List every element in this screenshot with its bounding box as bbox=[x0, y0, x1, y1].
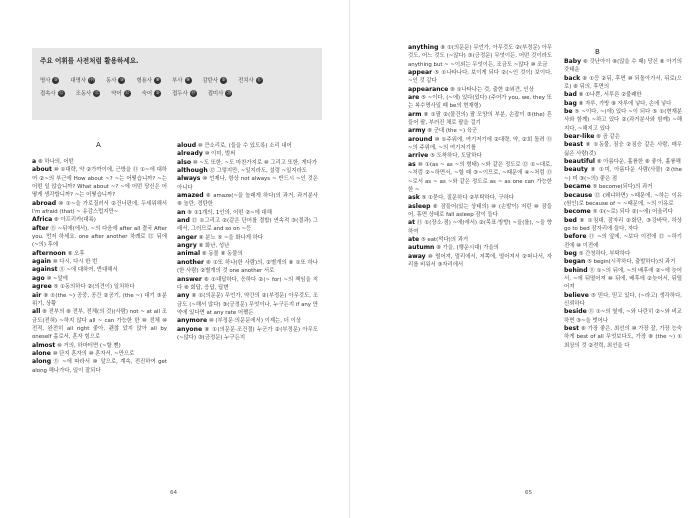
legend-abbr: ⑤ bbox=[155, 90, 160, 96]
definition: ⑪ ①~의 뒤에, ~의 배후에 ②~에 늦어서, ~에 뒤떨어져 ⑩ 뒤에, 배후에 ②늦어서, 뒤떨어져 bbox=[564, 267, 683, 291]
headword: bear-like bbox=[564, 133, 595, 141]
dictionary-entry bbox=[408, 44, 552, 69]
headword: after bbox=[32, 224, 49, 232]
headword: bad bbox=[564, 91, 577, 99]
definition: ⑫ ①그리고 ②(같은 단어를 결합) 연속적 ③(결과) 그래서, 그러므로 and so on ~등 bbox=[177, 218, 318, 233]
headword: animal bbox=[177, 250, 201, 258]
definition: ⑧ ①등 ②뒤, 후면 ⑩ 되돌아가서, 뒤로(으로) ⑧ 뒤의, 후면의 bbox=[564, 75, 682, 91]
headword: became bbox=[564, 183, 591, 191]
definition: ⑩ 다시, 다시 한 번 bbox=[51, 259, 98, 266]
page-number-left: 64 bbox=[170, 490, 178, 496]
headword: again bbox=[32, 258, 52, 266]
dictionary-entry bbox=[564, 58, 682, 75]
headword: beast bbox=[564, 141, 584, 149]
dictionary-entry bbox=[408, 136, 552, 153]
definition: ⑤ become(되다)의 과거 bbox=[590, 184, 653, 191]
legend-mark: 감탄사 bbox=[202, 78, 219, 84]
headword: around bbox=[408, 135, 433, 143]
headword: as bbox=[408, 160, 416, 168]
headword: alone bbox=[32, 349, 51, 357]
definition: ⑧ 전부의 ⑧ 전부, 전체(의 것)(사람) not ~ at all 조금도(전혀) ~하지 않다 all ~ can 가능한 한 ⑩ 전체 ⑩ 전적, 완전히 all right 좋아, 괜찮 았지 앉아 all by oneself 홀로서, 혼자 힘으로 bbox=[32, 309, 167, 341]
definition: ⑧ 아프리카(대륙) bbox=[52, 217, 96, 224]
definition: ⑪ ~의 앞에, ~보다 이전에 ⑫ ~하기 전에 ⑩ 이전에 bbox=[564, 234, 682, 249]
definition: ⑧ 잠들어(있는 상태의) ⑩ (손발이) 저린 ⑩ 잠들어, 휴면 상태로 fall asleep 잠이 들다 bbox=[408, 203, 552, 218]
dictionary-entry bbox=[408, 152, 552, 160]
definition: ⑧ ①대답하다, 응하다 ②(~ for) ~의 책임을 지다 ⑧ 회답, 응답, 답변 bbox=[177, 276, 318, 291]
definition: ⑧ ①(의문문) 무언가, 아무것도 ②(부정문) 아무것도, 어느 것도 (~않다) ③(긍정문) 무엇이든, 어떤 것이라도 anything but ~ ~이외는 무엇이든, 조금도 ~않다 ⑩ 조금 bbox=[408, 45, 552, 68]
legend-mark: 대명사 bbox=[70, 78, 87, 84]
definition: ⑧ ①미, 아름다운 사람(사물) ②(the ~) 미 ③(~의) 좋은 점 bbox=[564, 167, 682, 182]
headword: amazed bbox=[177, 192, 204, 200]
headword: although bbox=[177, 167, 208, 175]
definition: ⑧ ①또 하나(한 사람)의, ②별개의 ⑧ ①또 하나(한 사람) ②별개의 것 one another 서로 bbox=[177, 259, 318, 275]
definition: ⑧ amaze(~을 놀래게 하다)의 과거, 과거분사 ⑧ 놀란, 경탄한 bbox=[177, 193, 318, 208]
dictionary-entry bbox=[408, 253, 552, 270]
headword: anyone bbox=[177, 325, 203, 333]
definition: ⑪ ~에 따라서 ⑩ 앞으로, 계속, 전진하여 get along 해나가다, 일이 잘되다 bbox=[32, 359, 167, 374]
definition: ⑤ ~이다, ~(에) 있다 ~이 되다 ⑤ ①(현재분사와 함께) ~하고 있다 ②(과거분사와 함께) ~해지다, ~해지고 있다 bbox=[564, 109, 682, 132]
legend-abbr: ⑲ bbox=[190, 90, 196, 96]
dictionary-entry bbox=[564, 141, 682, 158]
definition: ⑫ 그렇지만, ~일지라도, 설령 ~일지라도 bbox=[207, 168, 308, 175]
legend-abbr: ⑫ bbox=[124, 90, 130, 96]
legend-mark: 전치사 bbox=[238, 78, 254, 84]
definition: ⑧ 하나의, 어떤 bbox=[36, 159, 74, 165]
definition: ⑩ ~도 또한, ~도 마찬가지로 ⑩ 그리고 또한, 게다가 bbox=[191, 159, 318, 166]
dictionary-entry bbox=[408, 194, 552, 202]
definition: ⑤ eat(먹다)의 과거 bbox=[419, 236, 469, 243]
dictionary-entry bbox=[408, 236, 552, 244]
dictionary-entry bbox=[564, 75, 682, 92]
headword: aloud bbox=[177, 142, 197, 149]
definition: ⑩ ~앞에 bbox=[44, 275, 68, 282]
definition: ⑩ ①대략, 약 ②가까이에, 근방을 ⑪ ①~에 대하여 ②~의 부근에 How about ~? ~는 어떻습니까? ~는 어떤 일 않습니까? What about ~? ~에 어떤 당신은 어떻게 생각합니까? ~는 어떻습니까? bbox=[32, 167, 167, 199]
dictionary-entry bbox=[564, 183, 682, 191]
definition: ⑧ 군대 (the ~) 육군 bbox=[425, 128, 478, 135]
definition: ⑪ ①~의 옆에, ~와 나란히 ②~와 비교하면 ③~을 벗어나 bbox=[564, 309, 682, 324]
headword: anything bbox=[408, 44, 439, 51]
legend-mark: 접두사 bbox=[172, 91, 188, 97]
headword: any bbox=[177, 292, 190, 300]
headword: army bbox=[408, 127, 426, 135]
headword: beg bbox=[564, 249, 577, 257]
definition: ⑧ 오후 bbox=[65, 250, 85, 257]
legend-abbr: ⑪ bbox=[257, 77, 262, 83]
definition: ⑤ 도착하다, 도달하다 bbox=[428, 153, 482, 160]
dictionary-entry bbox=[564, 308, 682, 325]
legend-abbr: ⑤ bbox=[53, 77, 58, 83]
definition: ⑧ ①나타나는 것, 출현 ②외견, 인상 bbox=[448, 86, 534, 93]
definition: ⑧ 갓난아이 ⑧(않을 수 때) 당신 ⑧ 아기의 갓태운 bbox=[564, 59, 682, 74]
dictionary-entry bbox=[408, 219, 552, 236]
headword: ask bbox=[408, 194, 420, 202]
dictionary-entry bbox=[564, 258, 682, 266]
definition: ⑧ ①나쁜, 서투른 ②불쾌한 bbox=[576, 92, 642, 99]
headword: almost bbox=[32, 341, 56, 349]
headword: air bbox=[32, 291, 42, 299]
legend-mark: 접미사 bbox=[207, 91, 224, 97]
section-letter-a: A bbox=[96, 141, 101, 149]
legend-mark: 형용사 bbox=[136, 78, 153, 84]
headword: bed bbox=[564, 216, 577, 224]
dictionary-entry bbox=[564, 208, 682, 216]
dictionary-entry bbox=[564, 250, 682, 258]
legend-abbr: ㈜ bbox=[89, 77, 94, 83]
headword: bag bbox=[564, 99, 577, 107]
headword: Baby bbox=[564, 58, 582, 65]
definition: ⑧ ①침대, 잠자리 ②화단, ③강바닥, 하상 go to bed 잠자리에 들다, 자다 bbox=[564, 217, 682, 232]
headword: because bbox=[564, 191, 593, 199]
dictionary-entry bbox=[564, 166, 682, 183]
headword: believe bbox=[564, 291, 589, 299]
dictionary-entry bbox=[408, 127, 552, 135]
headword: arrive bbox=[408, 152, 429, 160]
headword: about bbox=[32, 166, 52, 174]
legend-mark: 숙어 bbox=[141, 91, 153, 97]
headword: beauty bbox=[564, 166, 588, 174]
dictionary-entry bbox=[564, 233, 682, 250]
definition: ⑧ 화난, 성난 bbox=[196, 243, 230, 250]
headword: appear bbox=[408, 69, 433, 77]
headword: against bbox=[32, 266, 58, 274]
legend-mark: 약어 bbox=[111, 91, 122, 97]
dictionary-entry bbox=[408, 161, 552, 194]
definition: ⑤ ~이다, (~에) 있다(있다) (주어가 you, we, they 또는 복수명사일 때 be의 현재형) bbox=[408, 95, 552, 110]
headword: always bbox=[177, 175, 201, 183]
legend-mark: 조동사 bbox=[75, 91, 92, 97]
legend-abbr: ⑫ bbox=[58, 90, 64, 96]
section-letter-b: B bbox=[595, 48, 600, 56]
definition: ⑧ 가장 좋은, 최선의 ⑩ 가장 잘, 가장 능숙하게 best of all 무엇보다도, 가장 ⑧ (the ~) ①최상의 것 ②전력, 최선을 다 bbox=[564, 326, 682, 349]
headword: along bbox=[32, 358, 52, 366]
page-number-right: 65 bbox=[525, 490, 533, 496]
definition: ⑧ 아름다운, 훌륭한 ⑧ 좋아, 훌륭해 bbox=[595, 159, 681, 166]
headword: behind bbox=[564, 266, 588, 274]
headword: autumn bbox=[408, 244, 435, 252]
dictionary-entry bbox=[408, 86, 552, 94]
definition: ⑧ ①동물, 짐승 ②짐승 같은 사람, 매우 싫은 사람(것) bbox=[564, 142, 682, 157]
definition: ⑤ begin(시작하다, 출발하다)의 과거 bbox=[585, 259, 676, 266]
dictionary-entry bbox=[564, 91, 682, 99]
definition: ⑩ 언제나, 항상 not always ~ 반드시 ~인 것은 아니다 bbox=[177, 176, 318, 191]
definition: ⑩ 거의, 하마터면 (~할 뻔) bbox=[55, 342, 121, 349]
definition: ⑩ 떨어져, 멀리에서, 저쪽에, 떨어져서 ②떠나서, 자리를 비워서 ③자리에서 bbox=[408, 253, 552, 268]
headword: also bbox=[177, 158, 192, 166]
column-right-a bbox=[408, 44, 552, 269]
dictionary-entry bbox=[408, 203, 552, 220]
legend-mark: 동사 bbox=[106, 78, 117, 84]
dictionary-entry bbox=[408, 111, 552, 128]
definition: ⑪ ①(장소·점) ~에(에서) ②(목표·방향) ~을(를), ~을 향하여 bbox=[408, 220, 552, 235]
legend-abbr: ⑫ bbox=[94, 90, 99, 96]
headword: afternoon bbox=[32, 249, 66, 257]
headword: at bbox=[408, 219, 416, 227]
legend-abbr: ⑳ bbox=[226, 90, 232, 96]
definition: ⑧ 곰 같은 bbox=[594, 134, 620, 141]
definition: ⑪ ~에 대하여, 반대해서 bbox=[57, 267, 118, 274]
headword: are bbox=[408, 94, 420, 102]
definition: ⑧ ①1개의, 1인의, 어떤 ②~에 대해 bbox=[185, 209, 272, 216]
headword: another bbox=[177, 258, 205, 266]
headword: agree bbox=[32, 283, 52, 291]
headword: arm bbox=[408, 110, 422, 118]
definition: ⑩ 큰소리로, (들을 수 있도록) 소리 내어 bbox=[196, 143, 292, 149]
definition: ⑧ ①팔 ②(물건의) 팔 모양의 부분, 손잡이 ③(the) 흔들어 팔, 부러진 채로 팔을 걸기 bbox=[408, 111, 552, 127]
headword: anymore bbox=[177, 317, 208, 325]
definition: ⑤ ①나타나다, 보이게 되다 ②(~인 것이) 보이다, ~인 것 같다 bbox=[408, 70, 552, 85]
definition: ⑩ 이미, 벌써 bbox=[202, 151, 236, 158]
definition: ⑤ 믿다, 믿고 있다, (~라고) 생각하다, 신뢰하다 bbox=[564, 292, 682, 307]
legend-mark: 명사 bbox=[40, 78, 51, 84]
definition: ⑧ ①(의문문·조건절) 누군가 ②(부정문) 아무도 (~않다) ③(긍정문) 누구든지 bbox=[177, 326, 318, 341]
headword: away bbox=[408, 252, 426, 260]
headword: a bbox=[32, 158, 37, 165]
dictionary-entry bbox=[564, 108, 682, 133]
legend-title: 주요 어휘를 사전처럼 활용하세요. bbox=[40, 57, 139, 65]
headword: ago bbox=[32, 274, 45, 282]
legend-mark: 부사 bbox=[172, 78, 183, 84]
headword: an bbox=[177, 208, 186, 216]
definition: ⑧ ①(the ~) 공중, 공간 ②공기, (the ~) 대기 ③분위기, 상황 bbox=[32, 292, 167, 307]
definition: ⑩ 단지 혼자의 ⑩ 혼자서, ~만으로 bbox=[50, 350, 135, 357]
headword: anger bbox=[177, 233, 197, 241]
headword: began bbox=[564, 258, 586, 266]
legend-abbr: ⑧ bbox=[155, 77, 160, 83]
dictionary-entry bbox=[564, 325, 682, 350]
headword: before bbox=[564, 233, 587, 241]
legend-abbr: ⑤ bbox=[221, 77, 226, 83]
headword: appearance bbox=[408, 85, 449, 93]
definition: ⑤ ①(~로) 되다 ②(~에) 어울리다 bbox=[590, 209, 673, 216]
dictionary-entry bbox=[408, 244, 552, 252]
definition: ⑧ ①(의문문) 무언가, 약간의 ②(부정문) 아무것도, 조금도 (~해서 않다) ③(긍정문) 무엇이나, 누구든지 if any 만약에 있다면 at any rate 어쨌든 bbox=[177, 293, 318, 316]
headword: already bbox=[177, 150, 203, 158]
headword: become bbox=[564, 208, 591, 216]
definition: ⑧ 자루, 가방 ⑧ 자루에 넣다, 손에 넣다 bbox=[576, 100, 672, 107]
definition: ⑫ (왜냐하면) ~때문에, ~하는 이유(원인)로 because of ~ ~때문에, ~의 이유로 bbox=[564, 192, 682, 207]
dictionary-entry bbox=[564, 292, 682, 309]
headword: abroad bbox=[32, 199, 57, 207]
definition: ⑤ 간청하다, 부탁하다 bbox=[576, 250, 631, 257]
headword: best bbox=[564, 325, 580, 332]
definition: ⑩ ①~을 가로질러서 ②건너편에, 두세위해서 I'm afraid (that) ~ 유감스럽지만~ bbox=[32, 200, 167, 216]
definition: ⑩ ①주위에, 여기저기에 ②대략, 약, ②회 돌려 ⑪ ~의 주위에, ~의 여기저기를 bbox=[408, 136, 552, 152]
dictionary-entry bbox=[408, 69, 552, 86]
column-right-b bbox=[564, 58, 682, 350]
dictionary-entry bbox=[564, 217, 682, 234]
dictionary-entry bbox=[564, 100, 682, 108]
headword: beautiful bbox=[564, 158, 596, 166]
dictionary-entry bbox=[564, 267, 682, 292]
definition: ⑪ ~뒤에(에서), ~의 다음에 after all 결국 After you. 먼저 하세요. one after another 차례로 ⑫ 뒤에 (~의) 후에 bbox=[32, 225, 167, 249]
headword: asleep bbox=[408, 202, 431, 210]
headword: answer bbox=[177, 275, 202, 283]
definition: ⑤ ①동의하다 ②(의견이) 일치하다 bbox=[51, 284, 135, 291]
headword: ate bbox=[408, 235, 420, 243]
headword: and bbox=[177, 217, 190, 225]
legend-abbr: ⑨ bbox=[185, 77, 191, 83]
headword: angry bbox=[177, 242, 197, 250]
headword: beside bbox=[564, 308, 587, 316]
definition: ⑩ (부정문·의문문에서) 이제는, 더 이상 bbox=[207, 318, 302, 325]
dictionary-entry bbox=[564, 192, 682, 209]
definition: ⑩ ①(as ~ as ~의 형태) ~와 같은 정도로 ⑫ ①~대로, ~처럼 ②~하면서, ~할 때 ③~이므로, ~때문에 ④~처럼 ⑪ ~로서 as ~ as ~와 같은 정도로 as ~ as one can 가능한 한 ~ bbox=[408, 161, 552, 193]
definition: ⑧ 분노 ⑤ ~을 화나게 하다 bbox=[196, 234, 264, 241]
headword: back bbox=[564, 74, 581, 82]
legend-abbr: ⑤ bbox=[119, 77, 124, 83]
definition: ⑤ ①묻다, 질문하다 ②부탁하다, 구하다 bbox=[419, 195, 514, 202]
dictionary-entry bbox=[408, 94, 552, 111]
headword: be bbox=[564, 108, 573, 116]
definition: ⑧ 가을, (행운시대) 가을의 bbox=[434, 245, 499, 252]
definition: ⑧ 동물 ⑧ 동물의 bbox=[200, 251, 243, 258]
legend-mark: 접속사 bbox=[40, 91, 56, 97]
headword: all bbox=[32, 308, 41, 316]
headword: Africa bbox=[32, 216, 53, 224]
